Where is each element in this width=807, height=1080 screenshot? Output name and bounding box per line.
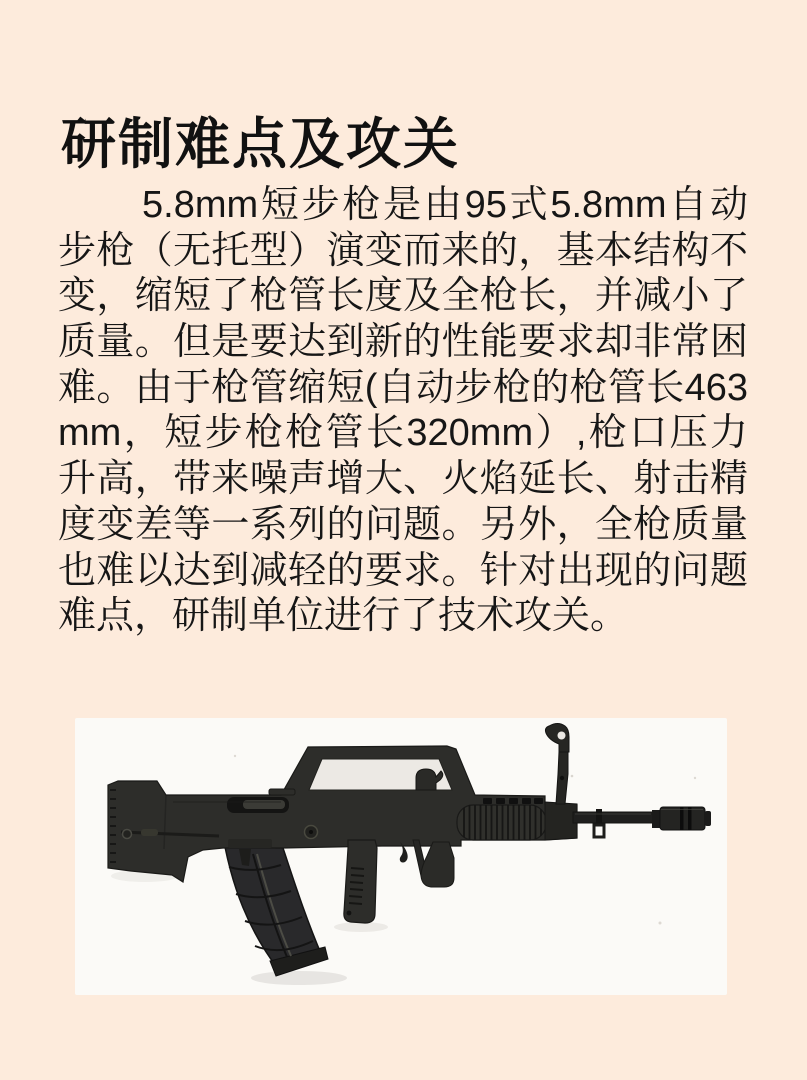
- paragraph-line: 度变差等一系列的问题。另外，全枪质量: [58, 503, 748, 546]
- paragraph-line: 难。由于枪管缩短(自动步枪的枪管长463: [58, 366, 748, 409]
- paragraph-line: 步枪（无托型）演变而来的，基本结构不: [58, 229, 748, 272]
- article-paragraph: [58, 183, 748, 640]
- barrel: [573, 809, 653, 837]
- page-title: 研制难点及攻关: [61, 113, 461, 175]
- paragraph-line: 5.8mm短步枪是由95式5.8mm自动: [142, 184, 748, 226]
- trigger-group: [400, 840, 454, 887]
- paragraph-line: mm，短步枪枪管长320mm）,枪口压力: [58, 412, 748, 455]
- rifle-illustration: [75, 718, 727, 995]
- rifle-photo-panel: [75, 718, 727, 995]
- stock-pin: [123, 830, 132, 839]
- paragraph-line: 质量。但是要达到新的性能要求却非常困: [58, 321, 748, 364]
- magazine: [225, 847, 328, 976]
- pistol-grip: [344, 840, 377, 923]
- paragraph-line: 变，缩短了枪管长度及全枪长，并减小了: [58, 275, 748, 318]
- muzzle-brake: [652, 807, 711, 830]
- paragraph-line: 也难以达到减轻的要求。针对出现的问题: [58, 549, 748, 592]
- paragraph-line: 难点，研制单位进行了技术攻关。: [58, 595, 629, 638]
- trigger-guard-front: [421, 842, 454, 887]
- sling-swivel: [594, 825, 604, 837]
- paragraph-line: 升高，带来噪声增大、火焰延长、射击精: [58, 458, 748, 501]
